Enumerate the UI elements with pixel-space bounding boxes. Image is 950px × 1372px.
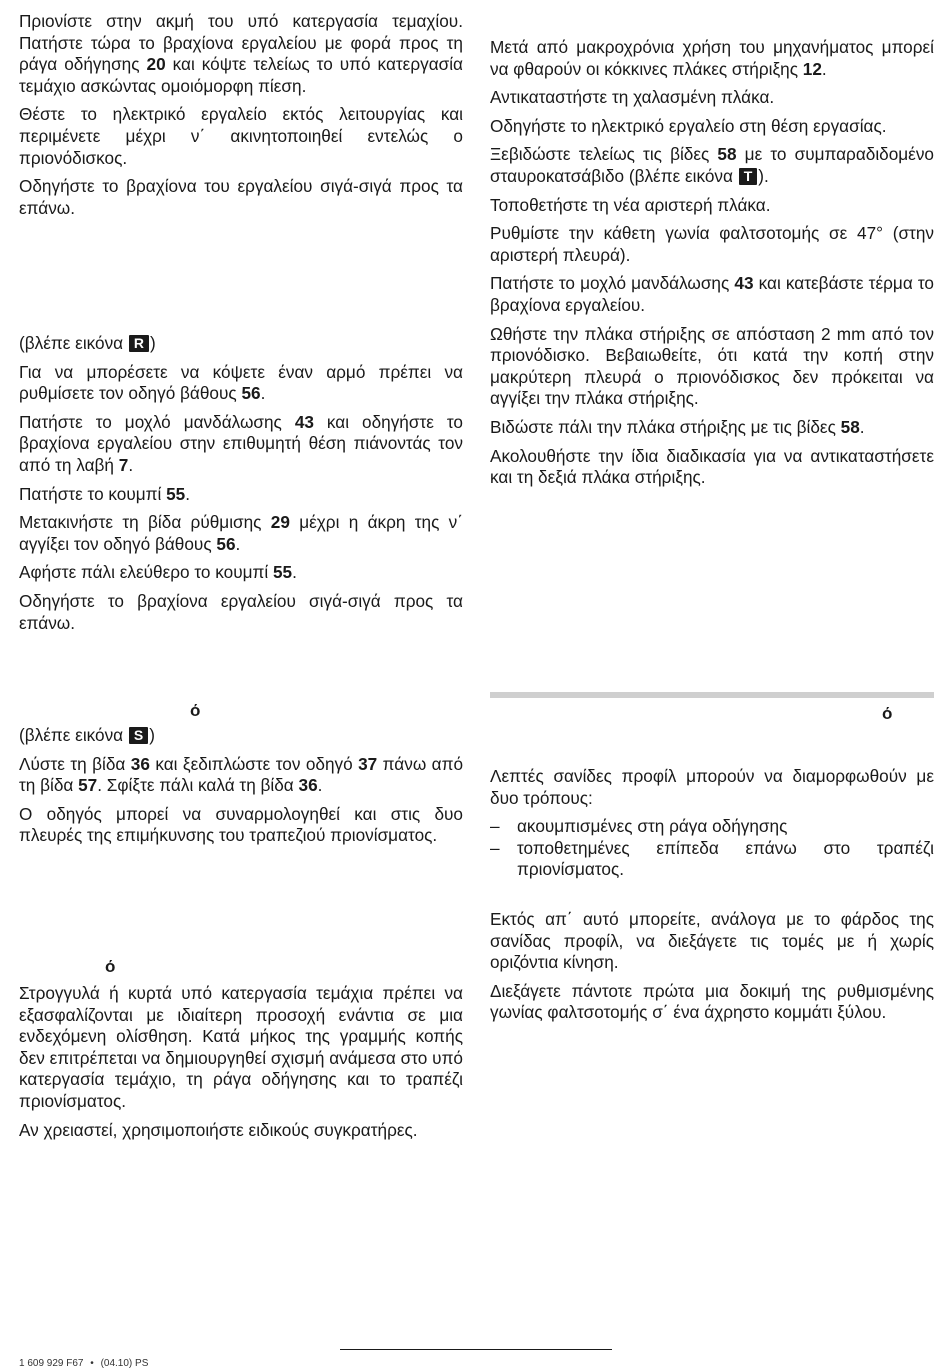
section-divider xyxy=(490,692,934,698)
part-number: 20 xyxy=(146,54,166,75)
figure-reference: (βλέπε εικόνα S ) xyxy=(19,725,155,745)
paragraph: Για να μπορέσετε να κόψετε έναν αρμό πρέπει να ρυθμίσετε τον οδηγό βάθους 56. xyxy=(19,361,463,404)
paragraph: Μετακινήστε τη βίδα ρύθμισης 29 μέχρι η άκρη της ν΄ αγγίξει τον οδηγό βάθους 56. xyxy=(19,512,463,554)
left-section-2 xyxy=(19,333,463,634)
paragraph: Πατήστε το κουμπί 55. xyxy=(19,483,191,504)
paragraph: Βιδώστε πάλι την πλάκα στήριξης με τις βίδες 58. xyxy=(490,416,865,437)
list-item: – τοποθετημένες επίπεδα επάνω στο τραπέζι πριονίσματος. xyxy=(490,838,934,881)
paragraph: Πριονίστε στην ακμή του υπό κατεργασία τεμαχίου. Πατήστε τώρα το βραχίονα εργαλείου με φορά προς τη ράγα οδήγησης 20 και κόψτε τελείως το υπό κατεργασία τεμάχιο ασκώντας ομοιόμορφη πίεση. xyxy=(19,11,463,96)
paragraph: Λεπτές σανίδες προφίλ μπορούν να διαμορφωθούν με δυο τρόπους: xyxy=(490,766,934,808)
figure-label: T xyxy=(739,168,758,185)
left-section-1 xyxy=(19,11,463,219)
right-section-2 xyxy=(490,704,934,1024)
document-date: (04.10) PS xyxy=(100,1358,149,1369)
figure-label: R xyxy=(129,335,149,352)
paragraph: Ξεβιδώστε τελείως τις βίδες 58 με το συμπαραδιδομένο σταυροκατσάβιδο (βλέπε εικόνα T ). xyxy=(490,144,934,186)
figure-reference: (βλέπε εικόνα R ) xyxy=(19,333,156,353)
paragraph: Ρυθμίστε την κάθετη γωνία φαλτσοτομής σε 47° (στην αριστερή πλευρά). xyxy=(490,223,934,265)
footer xyxy=(19,1358,148,1370)
bullet-separator: • xyxy=(90,1358,94,1369)
paragraph: Οδηγήστε το βραχίονα εργαλείου σιγά-σιγά προς τα επάνω. xyxy=(19,590,463,633)
paragraph: Οδηγήστε το βραχίονα του εργαλείου σιγά-σιγά προς τα επάνω. xyxy=(19,176,463,218)
paragraph: Πατήστε το μοχλό μανδάλωσης 43 και κατεβάστε τέρμα το βραχίονα εργαλείου. xyxy=(490,273,934,315)
paragraph: Μετά από μακροχρόνια χρήση του μηχανήματος μπορεί να φθαρούν οι κόκκινες πλάκες στήριξης 12. xyxy=(490,37,934,79)
paragraph: Πατήστε το μοχλό μανδάλωσης 43 και οδηγήστε το βραχίονα εργαλείου στην επιθυμητή θέση πιάνοντάς τον από τη λαβή 7. xyxy=(19,411,463,475)
section-heading: ό xyxy=(190,701,201,720)
paragraph: Στρογγυλά ή κυρτά υπό κατεργασία τεμάχια πρέπει να εξασφαλίζονται με ιδιαίτερη προσοχή ενάντια σε μια ενδεχόμενη ολίσθηση. Κατά μήκος της γραμμής κοπής δεν επιτρέπεται να δημιουργηθεί σχισμή ανάμεσα στο υπό κατεργασία τεμάχιο, τη ράγα οδήγησης και το τραπέζι πριονίσματος. xyxy=(19,983,463,1111)
footer-rule xyxy=(340,1349,612,1350)
paragraph: Θέστε το ηλεκτρικό εργαλείο εκτός λειτουργίας και περιμένετε μέχρι ν΄ ακινητοποιηθεί εντελώς ο πριονόδισκος. xyxy=(19,104,463,168)
paragraph: Αφήστε πάλι ελεύθερο το κουμπί 55. xyxy=(19,562,297,583)
paragraph: Εκτός απ΄ αυτό μπορείτε, ανάλογα με το φάρδος της σανίδας προφίλ, να διεξάγετε τις τομές με ή χωρίς οριζόντια κίνηση. xyxy=(490,908,934,973)
section-heading: ό xyxy=(105,957,116,976)
paragraph: Αν χρειαστεί, χρησιμοποιήστε ειδικούς συγκρατήρες. xyxy=(19,1119,418,1140)
paragraph: Οδηγήστε το ηλεκτρικό εργαλείο στη θέση εργασίας. xyxy=(490,115,887,136)
list-item: – ακουμπισμένες στη ράγα οδήγησης xyxy=(490,816,934,838)
paragraph: Ακολουθήστε την ίδια διαδικασία για να αντικαταστήσετε και τη δεξιά πλάκα στήριξης. xyxy=(490,445,934,488)
left-section-4 xyxy=(19,957,463,1141)
left-section-3 xyxy=(19,701,463,847)
right-section-1 xyxy=(490,37,934,489)
paragraph: Ο οδηγός μπορεί να συναρμολογηθεί και στις δυο πλευρές της επιμήκυνσης του τραπεζιού πριονίσματος. xyxy=(19,803,463,846)
dash-list xyxy=(490,816,934,881)
document-code: 1 609 929 F67 xyxy=(19,1358,84,1369)
paragraph: Ωθήστε την πλάκα στήριξης σε απόσταση 2 mm από τον πριονόδισκο. Βεβαιωθείτε, ότι κατά την κοπή στην μακρύτερη πλευρά ο πριονόδισκος δεν πρόκειται να αγγίξει την πλάκα στήριξης. xyxy=(490,323,934,409)
paragraph: Τοποθετήστε τη νέα αριστερή πλάκα. xyxy=(490,194,771,215)
paragraph: Αντικαταστήστε τη χαλασμένη πλάκα. xyxy=(490,87,775,108)
paragraph: Λύστε τη βίδα 36 και ξεδιπλώστε τον οδηγό 37 πάνω από τη βίδα 57. Σφίξτε πάλι καλά τη βίδα 36. xyxy=(19,753,464,796)
figure-label: S xyxy=(129,727,148,744)
section-heading: ό xyxy=(882,704,893,723)
paragraph: Διεξάγετε πάντοτε πρώτα μια δοκιμή της ρυθμισμένης γωνίας φαλτσοτομής σ΄ ένα άχρηστο κομμάτι ξύλου. xyxy=(490,980,934,1023)
